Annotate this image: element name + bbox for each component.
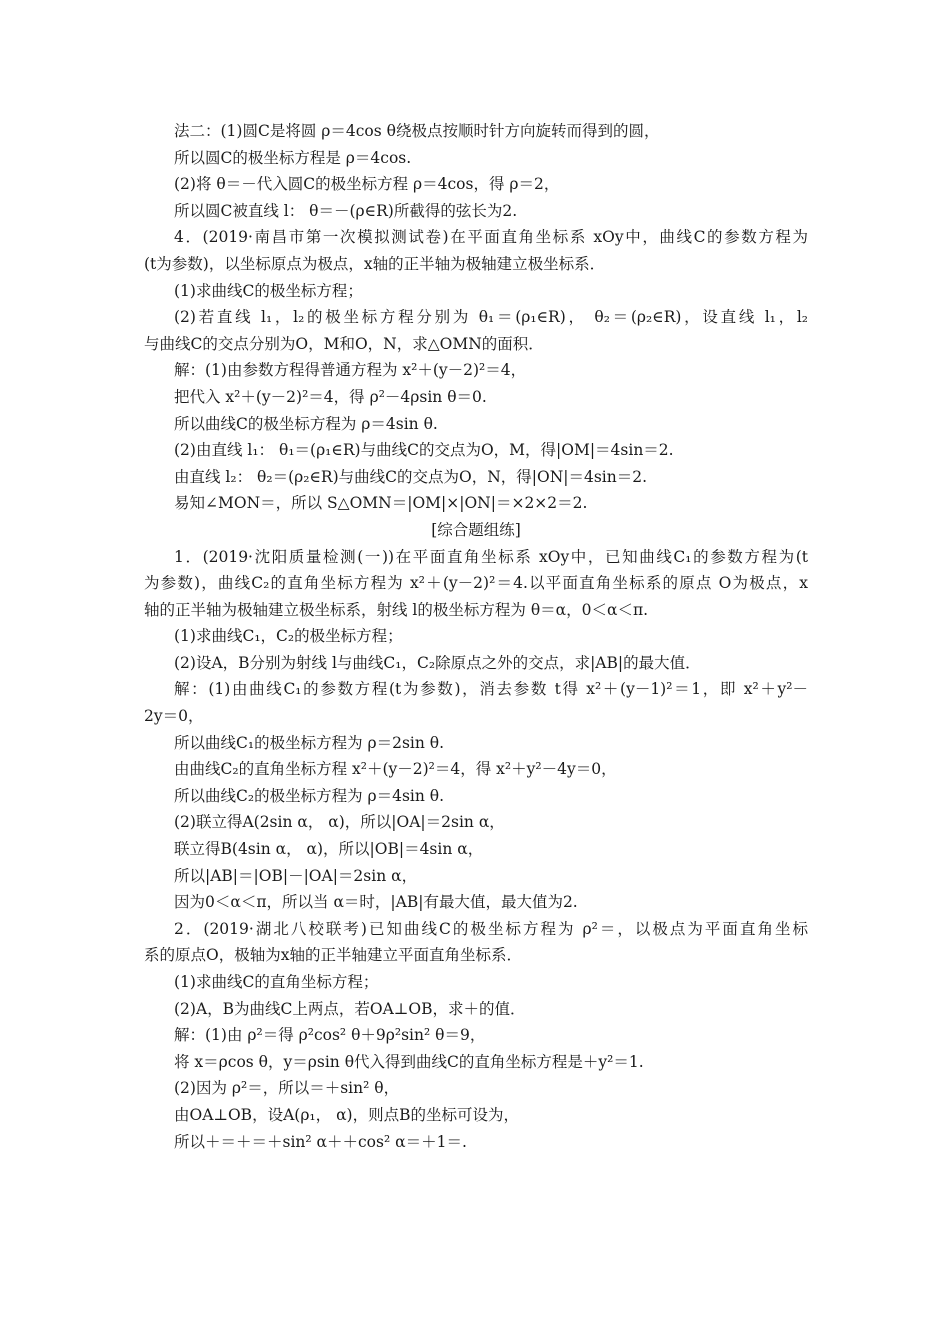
text-line: 将 x＝ρcos θ，y＝ρsin θ代入得到曲线C的直角坐标方程是＋y²＝1. xyxy=(174,1052,644,1071)
text-line: 与曲线C的交点分别为O，M和O，N，求△OMN的面积． xyxy=(144,334,544,353)
section-heading: [综合题组练] xyxy=(431,520,521,539)
text-line: 为参数)，曲线C₂的直角坐标方程为 x²＋(y－2)²＝4.以平面直角坐标系的原点 O为极点，x xyxy=(144,574,808,593)
text-line: (2)A，B为曲线C上两点，若OA⊥OB，求＋的值． xyxy=(174,999,526,1018)
text-line: 所以|AB|＝|OB|－|OA|＝2sin α， xyxy=(174,866,418,885)
text-line: (2)由直线 l₁： θ₁＝(ρ₁∈R)与曲线C的交点为O，M，得|OM|＝4sin＝2. xyxy=(174,441,674,460)
text-line: 易知∠MON＝，所以 S△OMN＝|OM|×|ON|＝×2×2＝2. xyxy=(174,494,588,513)
text-line: (2)联立得A(2sin α， α)，所以|OA|＝2sin α， xyxy=(174,813,505,832)
text-line: 所以曲线C₂的极坐标方程为 ρ＝4sin θ. xyxy=(174,786,445,805)
text-line: 由OA⊥OB，设A(ρ₁， α)，则点B的坐标可设为， xyxy=(174,1105,519,1124)
text-line: 1．(2019·沈阳质量检测(一))在平面直角坐标系 xOy中，已知曲线C₁的参数方程为(t xyxy=(174,547,808,566)
text-line: 解：(1)由曲线C₁的参数方程(t为参数)，消去参数 t得 x²＋(y－1)²＝1，即 x²＋y²－ xyxy=(174,680,808,699)
text-line: 解：(1)由参数方程得普通方程为 x²＋(y－2)²＝4， xyxy=(174,361,527,380)
text-line: 由曲线C₂的直角坐标方程 x²＋(y－2)²＝4，得 x²＋y²－4y＝0， xyxy=(174,760,617,779)
text-line: (1)求曲线C₁，C₂的极坐标方程； xyxy=(174,627,403,646)
text-line: 所以曲线C的极坐标方程为 ρ＝4sin θ. xyxy=(174,414,438,433)
text-line: 4．(2019·南昌市第一次模拟测试卷)在平面直角坐标系 xOy中，曲线C的参数方程为 xyxy=(174,228,808,247)
text-line: 所以＋＝＋＝＋sin² α＋＋cos² α＝＋1＝. xyxy=(174,1132,467,1151)
text-line: 所以圆C被直线 l： θ＝－(ρ∈R)所截得的弦长为2. xyxy=(174,201,518,220)
text-line: 所以曲线C₁的极坐标方程为 ρ＝2sin θ. xyxy=(174,733,445,752)
text-line: 因为0＜α＜π，所以当 α＝时，|AB|有最大值，最大值为2. xyxy=(174,893,578,912)
text-line: (2)因为 ρ²＝，所以＝＋sin² θ， xyxy=(174,1079,400,1098)
text-line: 所以圆C的极坐标方程是 ρ＝4cos. xyxy=(174,148,412,167)
text-line: (1)求曲线C的直角坐标方程； xyxy=(174,973,379,991)
text-line: (2)将 θ＝－代入圆C的极坐标方程 ρ＝4cos，得 ρ＝2， xyxy=(174,175,560,194)
text-line: 由直线 l₂： θ₂＝(ρ₂∈R)与曲线C的交点为O，N，得|ON|＝4sin＝2. xyxy=(174,467,648,486)
text-line: (t为参数)，以坐标原点为极点，x轴的正半轴为极轴建立极坐标系． xyxy=(144,254,606,273)
text-line: 解：(1)由 ρ²＝得 ρ²cos² θ＋9ρ²sin² θ＝9， xyxy=(174,1026,486,1045)
text-line: 系的原点O，极轴为x轴的正半轴建立平面直角坐标系． xyxy=(144,946,522,965)
text-line: (2)设A，B分别为射线 l与曲线C₁，C₂除原点之外的交点，求|AB|的最大值． xyxy=(174,653,701,672)
text-line: (1)求曲线C的极坐标方程； xyxy=(174,281,363,300)
text-line: 2y＝0， xyxy=(144,707,204,726)
text-line: (2)若直线 l₁，l₂的极坐标方程分别为 θ₁＝(ρ₁∈R)， θ₂＝(ρ₂∈R)，设直线 l₁，l₂ xyxy=(174,308,808,327)
text-line: 法二：(1)圆C是将圆 ρ＝4cos θ绕极点按顺时针方向旋转而得到的圆， xyxy=(174,122,660,140)
document-body xyxy=(144,118,808,1155)
text-line: 2．(2019·湖北八校联考)已知曲线C的极坐标方程为 ρ²＝，以极点为平面直角坐标 xyxy=(174,919,808,938)
text-line: 把代入 x²＋(y－2)²＝4，得 ρ²－4ρsin θ＝0. xyxy=(174,387,487,406)
text-line: 联立得B(4sin α， α)，所以|OB|＝4sin α， xyxy=(174,840,484,859)
text-line: 轴的正半轴为极轴建立极坐标系，射线 l的极坐标方程为 θ＝α，0＜α＜π. xyxy=(144,600,649,619)
